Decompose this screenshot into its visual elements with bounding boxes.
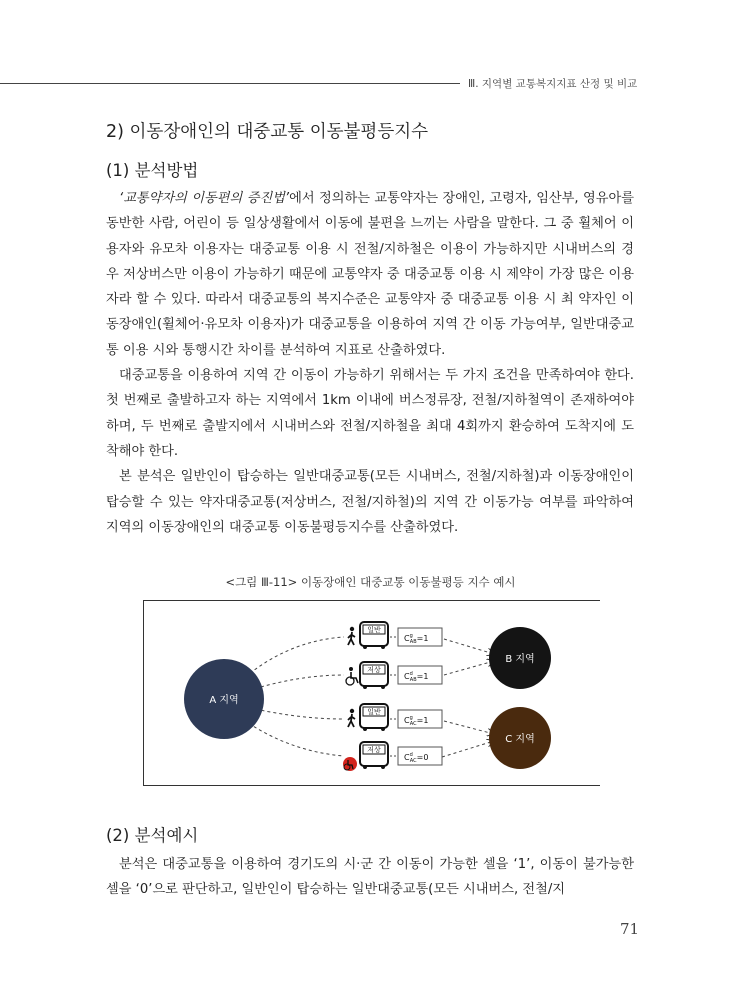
bus-label-lowfloor-2: 저상 bbox=[367, 746, 381, 754]
dest-c-label: C 지역 bbox=[505, 734, 535, 745]
paragraph-1-text: 에서 정의하는 교통약자는 장애인, 고령자, 임산부, 영유아를 동반한 사람, 어린이 등 일상생활에서 이동에 불편을 느끼는 사람을 말한다. 그 중 휠체어 이용자와 유모차 이용자는 대중교통 이용 시 전철/지하철은 이용이 가능하지만 시내버스의 경우 저상버스만 이용이 가능하기 때문에 교통약자 중 대중교통 이용 시 제약이 가장 많은 이용자라 할 수 있다. 따라서 대중교통의 복지수준은 교통약자 중 대중교통 이용 시 최 약자인 이동장애인(휠체어·유모차 이용자)가 대중교통을 이용하여 지역 간 이동 가능여부, 일반대중교통 이용 시와 통행시간 차이를 분석하여 지표로 산출하였다. bbox=[106, 191, 634, 358]
cell-ab-disabled: $C^d$ AB=1 bbox=[404, 671, 429, 683]
subsection-heading-example: (2) 분석예시 bbox=[106, 826, 199, 845]
body-text-example bbox=[106, 852, 634, 903]
paragraph-1 bbox=[106, 186, 634, 363]
page-number: 71 bbox=[620, 920, 640, 938]
law-title: ‘교통약자의 이동편의 증진법’ bbox=[119, 191, 290, 206]
running-header: Ⅲ. 지역별 교통복지지표 산정 및 비교 bbox=[468, 78, 638, 90]
header-rule bbox=[0, 83, 460, 84]
blocked-wheelchair-icon bbox=[343, 757, 357, 771]
diagram-svg bbox=[144, 601, 600, 785]
figure-diagram bbox=[143, 600, 600, 786]
bus-icon-general-1 bbox=[360, 622, 388, 649]
bus-icon-lowfloor-1 bbox=[360, 662, 388, 689]
cell-ab-general: $C^g$ AB=1 bbox=[404, 633, 429, 645]
bus-label-general-2: 일반 bbox=[367, 708, 381, 716]
wheelchair-icon bbox=[346, 667, 358, 685]
cell-ac-general: $C^g$ AC=1 bbox=[404, 715, 429, 727]
arrow-to-b-2 bbox=[444, 661, 494, 675]
subsection-heading-method: (1) 분석방법 bbox=[106, 161, 199, 180]
arrow-to-b-1 bbox=[444, 639, 494, 654]
bus-label-general-1: 일반 bbox=[367, 626, 381, 634]
arrow-to-c-1 bbox=[444, 721, 494, 734]
bus-label-lowfloor-1: 저상 bbox=[367, 666, 381, 674]
cell-ac-disabled: $C^d$ AC=0 bbox=[404, 752, 429, 764]
dest-b-label: B 지역 bbox=[505, 654, 535, 665]
pedestrian-icon bbox=[348, 709, 355, 727]
arrow-to-c-2 bbox=[442, 741, 494, 757]
body-text-method bbox=[106, 186, 634, 540]
paragraph-2: 대중교통을 이용하여 지역 간 이동이 가능하기 위해서는 두 가지 조건을 만족하여야 한다. 첫 번째로 출발하고자 하는 지역에서 1km 이내에 버스정류장, 전철/지하철역이 존재하여야 하며, 두 번째로 출발지에서 시내버스와 전철/지하철을 최대 4회까지 환승하여 도착지에 도착해야 한다. bbox=[106, 368, 634, 459]
pedestrian-icon bbox=[348, 627, 355, 645]
bus-icon-lowfloor-2 bbox=[360, 742, 388, 769]
section-heading: 2) 이동장애인의 대중교통 이동불평등지수 bbox=[106, 122, 429, 142]
figure-caption: <그림 Ⅲ-11> 이동장애인 대중교통 이동불평등 지수 예시 bbox=[225, 575, 516, 589]
paragraph-4: 분석은 대중교통을 이용하여 경기도의 시·군 간 이동이 가능한 셀을 ‘1’, 이동이 불가능한 셀을 ‘0’으로 판단하고, 일반인이 탑승하는 일반대중교통(모든 시내버스, 전철/지 bbox=[106, 857, 634, 898]
origin-region-label: A 지역 bbox=[209, 695, 239, 706]
bus-icon-general-2 bbox=[360, 704, 388, 731]
paragraph-3: 본 분석은 일반인이 탑승하는 일반대중교통(모든 시내버스, 전철/지하철)과 이동장애인이 탑승할 수 있는 약자대중교통(저상버스, 전철/지하철)의 지역 간 이동가능 여부를 파악하여 지역의 이동장애인의 대중교통 이동불평등지수를 산출하였다. bbox=[106, 469, 634, 535]
